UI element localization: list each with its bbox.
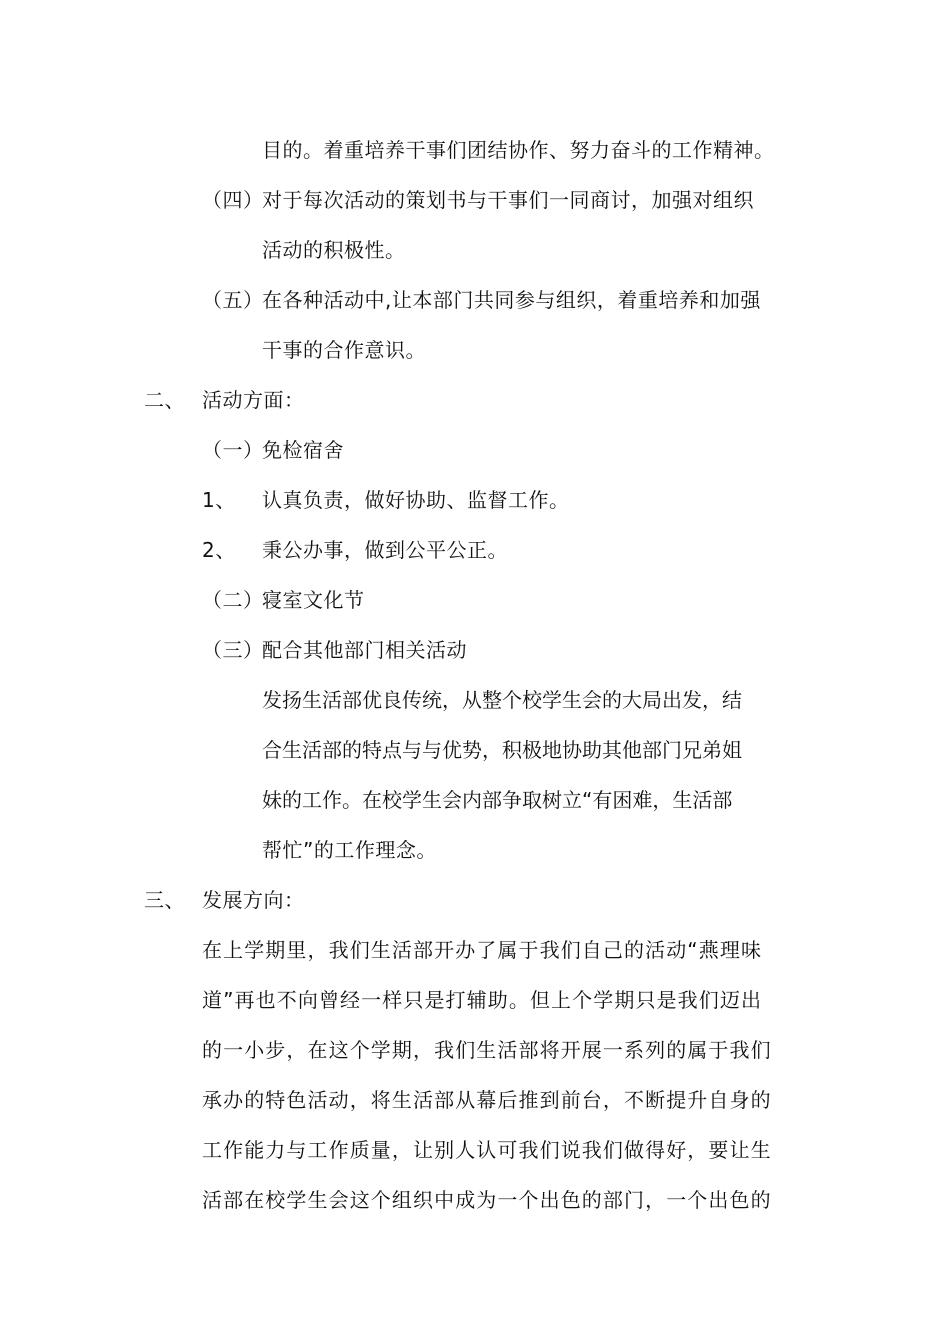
paragraph-text: 妹的工作。在校学生会内部争取树立“有困难，生活部 bbox=[262, 788, 733, 812]
text-line: 在各种活动中,让本部门共同参与组织，着重培养和加强 bbox=[262, 288, 761, 312]
section-heading: 活动方面： bbox=[202, 388, 305, 412]
paragraph-line: 道”再也不向曾经一样只是打辅助。但上个学期只是我们迈出 bbox=[202, 988, 763, 1012]
item-marker: 1、 bbox=[202, 488, 236, 512]
paragraph-text: 合生活部的特点与与优势，积极地协助其他部门兄弟姐 bbox=[262, 738, 742, 762]
item-marker: （四） bbox=[202, 188, 264, 212]
paragraph-text: 发扬生活部优良传统，从整个校学生会的大局出发，结 bbox=[262, 688, 742, 712]
subheading: 配合其他部门相关活动 bbox=[262, 638, 467, 662]
paragraph-line: 的一小步，在这个学期，我们生活部将开展一系列的属于我们 bbox=[202, 1038, 772, 1062]
paragraph-line: 工作能力与工作质量，让别人认可我们说我们做得好，要让生 bbox=[202, 1138, 772, 1162]
subheading: 寝室文化节 bbox=[262, 588, 365, 612]
text-line: 秉公办事，做到公平公正。 bbox=[262, 538, 508, 562]
item-marker: （二） bbox=[202, 588, 264, 612]
text-line: 干事的合作意识。 bbox=[262, 338, 426, 362]
section-marker: 三、 bbox=[144, 888, 185, 912]
text-line: 目的。着重培养干事们团结协作、努力奋斗的工作精神。 bbox=[262, 138, 775, 162]
paragraph-line bbox=[262, 688, 804, 712]
item-marker: （五） bbox=[202, 288, 264, 312]
section-marker: 二、 bbox=[144, 388, 185, 412]
text-line: 活动的积极性。 bbox=[262, 238, 406, 262]
section-heading: 发展方向： bbox=[202, 888, 305, 912]
paragraph-line: 承办的特色活动，将生活部从幕后推到前台，不断提升自身的 bbox=[202, 1088, 772, 1112]
paragraph-line bbox=[262, 738, 804, 762]
paragraph-line: 在上学期里，我们生活部开办了属于我们自己的活动“燕理味 bbox=[202, 938, 763, 962]
subheading: 免检宿舍 bbox=[262, 438, 344, 462]
paragraph-line: 活部在校学生会这个组织中成为一个出色的部门，一个出色的 bbox=[202, 1188, 772, 1212]
paragraph-line: 帮忙”的工作理念。 bbox=[262, 838, 437, 862]
item-marker: （三） bbox=[202, 638, 264, 662]
text-line: 对于每次活动的策划书与干事们一同商讨，加强对组织 bbox=[262, 188, 754, 212]
item-marker: 2、 bbox=[202, 538, 236, 562]
paragraph-line bbox=[262, 788, 804, 812]
item-marker: （一） bbox=[202, 438, 264, 462]
text-line: 认真负责，做好协助、监督工作。 bbox=[262, 488, 570, 512]
